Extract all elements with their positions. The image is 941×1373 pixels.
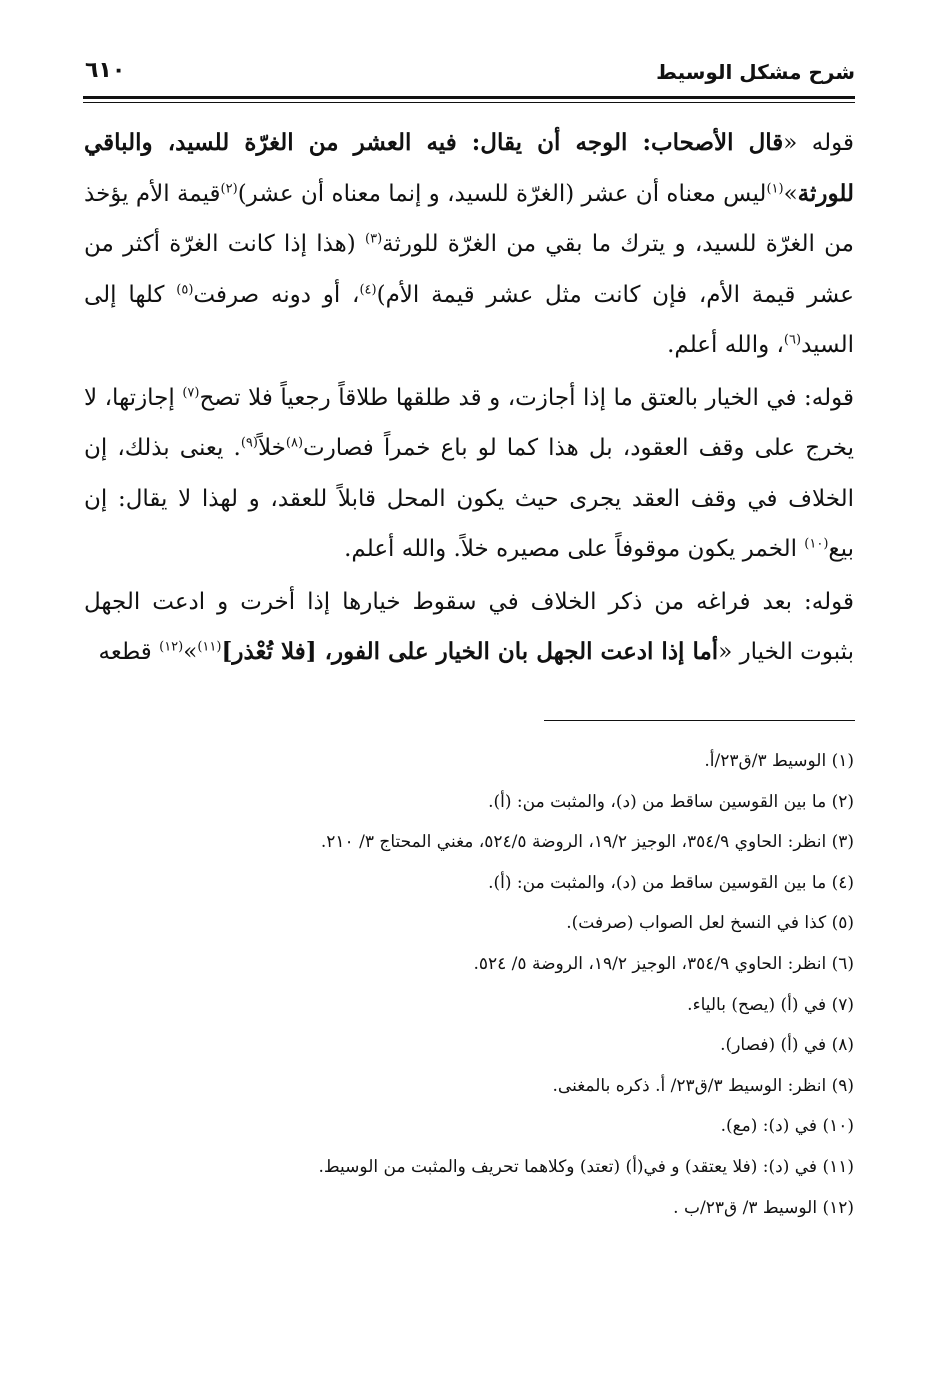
footnote-ref: (١٢): [159, 639, 184, 655]
quoted-text: أما إذا ادعت الجهل بان الخيار على الفور، [فلا تُعْذر]: [221, 638, 719, 665]
page-number: ٦١٠: [85, 58, 126, 83]
text-run: ، والله أعلم.: [667, 332, 784, 358]
text-run: . يعنى بذلك، إن الخلاف في وقف العقد يجرى حيث يكون المحل قابلاً للعقد، و لهذا لا يقال: إن بيع: [84, 435, 854, 562]
text-run: قوله: بعد فراغه من ذكر الخلاف في سقوط خيارها إذا أخرت و ادعت الجهل بثبوت الخيار «: [84, 588, 854, 665]
footnote-separator: [544, 720, 855, 721]
paragraph-1: [84, 118, 854, 371]
footnote-ref: (٨): [285, 435, 304, 451]
footnote: (٤) ما بين القوسين ساقط من (د)، والمثبت من: (أ).: [488, 872, 854, 893]
footnote: (١) الوسيط ٣/ق٢٣/أ.: [704, 751, 854, 771]
footnote-ref: (٣): [365, 231, 383, 247]
text-run: قوله «: [783, 130, 854, 156]
text-run: قوله: في الخيار بالعتق ما إذا أجازت، و قد طلقها طلاقاً رجعياً فلا تصح: [199, 384, 854, 411]
footnote-ref: (١١): [197, 639, 222, 655]
page-header: [85, 58, 855, 94]
text-run: »: [183, 639, 198, 665]
footnote: (١٢) الوسيط ٣/ ق٢٣/ب .: [673, 1197, 854, 1218]
footnote: (٦) انظر: الحاوي ٣٥٤/٩، الوجيز ١٩/٢، الروضة ٥/ ٥٢٤.: [473, 953, 854, 974]
footnote: (٥) كذا في النسخ لعل الصواب (صرفت).: [566, 913, 854, 934]
paragraph-2: [84, 373, 854, 575]
text-run: ليس معناه أن عشر (الغرّة للسيد، و إنما معناه أن عشر): [237, 180, 767, 207]
text-run: »: [783, 180, 798, 207]
text-run: قطعه: [98, 639, 160, 665]
text-run: (هذا إذا كانت الغرّة أكثر من عشر قيمة الأم، فإن كانت مثل عشر قيمة الأم): [84, 231, 854, 308]
text-run: إجازتها، لا يخرج على وقف العقود، بل هذا كما لو باع خمراً فصارت: [84, 384, 854, 461]
footnote: (١١) في (د): (فلا يعتقد) و في(أ) (تعتد) وكلاهما تحريف والمثبت من الوسيط.: [318, 1156, 854, 1177]
text-run: قيمة الأم يؤخذ من الغرّة للسيد، و يترك ما بقي من الغرّة للورثة: [84, 180, 854, 257]
quoted-text: قال الأصحاب: الوجه أن يقال: فيه العشر من الغرّة للسيد، والباقي للورثة: [84, 129, 854, 207]
footnote: (٧) في (أ) (يصح) بالياء.: [687, 994, 854, 1015]
footnote: (٩) انظر: الوسيط ٣/ق٢٣/ أ. ذكره بالمغنى.: [552, 1075, 854, 1096]
header-rule-thin: [83, 102, 855, 103]
text-run: الخمر يكون موقوفاً على مصيره خلاً. والله أعلم.: [344, 536, 805, 562]
text-run: كلها إلى السيد: [84, 281, 854, 358]
footnote-ref: (١٠): [804, 536, 829, 552]
footnote: (٢) ما بين القوسين ساقط من (د)، والمثبت من: (أ).: [488, 791, 854, 812]
footnote-ref: (٧): [182, 384, 200, 400]
footnotes: [100, 741, 854, 1228]
footnote: (٣) انظر: الحاوي ٣٥٤/٩، الوجيز ١٩/٢، الروضة ٥٢٤/٥، مغني المحتاج ٣/ ٢١٠.: [320, 832, 854, 853]
footnote-ref: (٤): [359, 281, 377, 297]
paragraph-3: [84, 577, 854, 678]
footnote-ref: (٢): [220, 180, 238, 196]
running-title: شرح مشكل الوسيط: [656, 60, 855, 84]
footnote-ref: (٦): [783, 332, 802, 348]
footnote-ref: (٥): [176, 281, 194, 297]
text-run: خلاً: [257, 435, 286, 461]
footnote-ref: (١): [766, 180, 784, 196]
header-rule-thick: [83, 96, 855, 99]
footnote: (٨) في (أ) (فصار).: [720, 1035, 854, 1056]
main-text: [84, 118, 854, 678]
text-run: ، أو دونه صرفت: [193, 281, 360, 308]
footnote-ref: (٩): [240, 435, 258, 451]
footnote: (١٠) في (د): (مع).: [720, 1116, 854, 1137]
